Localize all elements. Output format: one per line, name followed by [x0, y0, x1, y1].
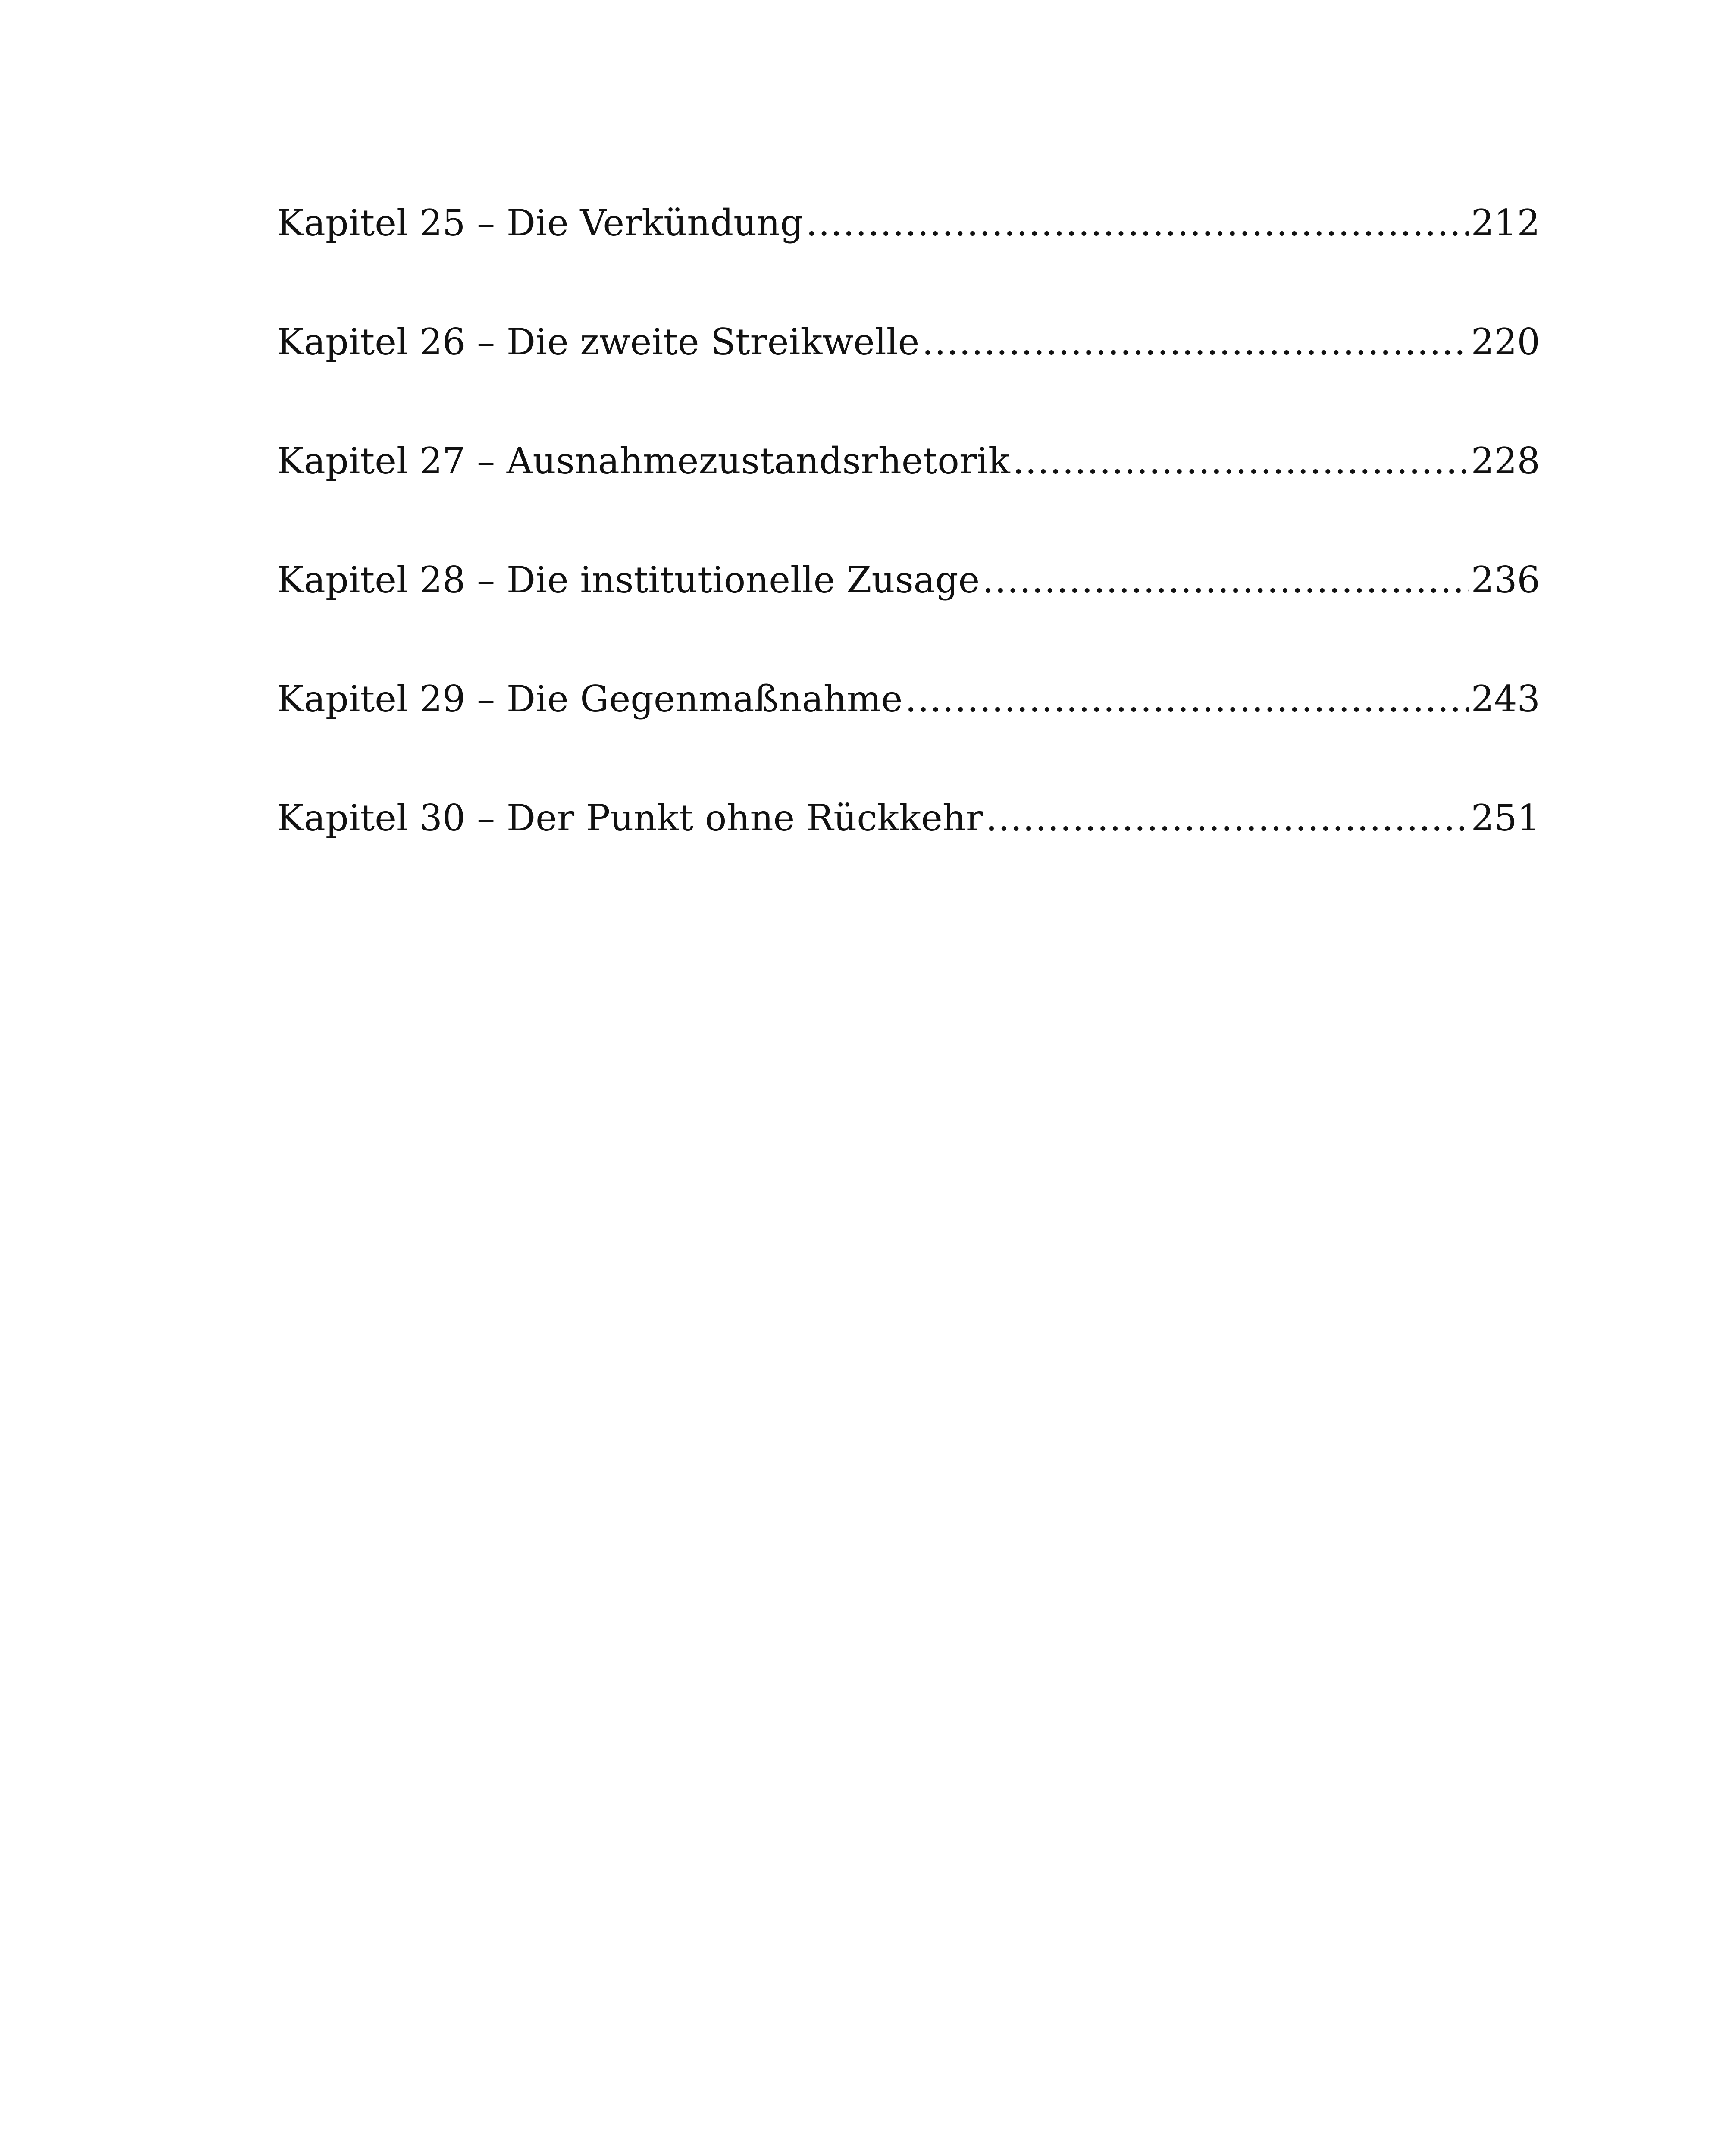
toc-entry-page-number: 220: [1471, 321, 1540, 363]
toc-entry-title: Kapitel 28 – Die institutionelle Zusage: [277, 559, 980, 601]
toc-entry-page-number: 236: [1471, 559, 1540, 601]
toc-entry-page-number: 212: [1471, 202, 1540, 244]
toc-entry-title: Kapitel 25 – Die Verkündung: [277, 202, 804, 244]
toc-entry-chapter-30[interactable]: [277, 797, 1540, 916]
toc-dot-leader: [922, 321, 1468, 363]
toc-entry-chapter-28[interactable]: [277, 559, 1540, 678]
toc-dot-leader: [986, 797, 1469, 839]
toc-dot-leader: [1013, 440, 1469, 482]
toc-entry-chapter-29[interactable]: [277, 678, 1540, 797]
toc-dot-leader: [905, 678, 1468, 720]
toc-entry-page-number: 251: [1471, 797, 1540, 839]
toc-entry-title: Kapitel 29 – Die Gegenmaßnahme: [277, 678, 903, 720]
toc-entry-title: Kapitel 27 – Ausnahmezustandsrhetorik: [277, 440, 1010, 482]
toc-entry-title: Kapitel 30 – Der Punkt ohne Rückkehr: [277, 797, 983, 839]
toc-entry-chapter-26[interactable]: [277, 321, 1540, 440]
toc-dot-leader: [982, 559, 1468, 601]
toc-dot-leader: [806, 202, 1469, 244]
toc-entry-chapter-27[interactable]: [277, 440, 1540, 559]
toc-entry-chapter-25[interactable]: [277, 202, 1540, 321]
toc-entry-title: Kapitel 26 – Die zweite Streikwelle: [277, 321, 920, 363]
toc-entry-page-number: 228: [1471, 440, 1540, 482]
table-of-contents: [277, 202, 1540, 916]
toc-entry-page-number: 243: [1471, 678, 1540, 720]
